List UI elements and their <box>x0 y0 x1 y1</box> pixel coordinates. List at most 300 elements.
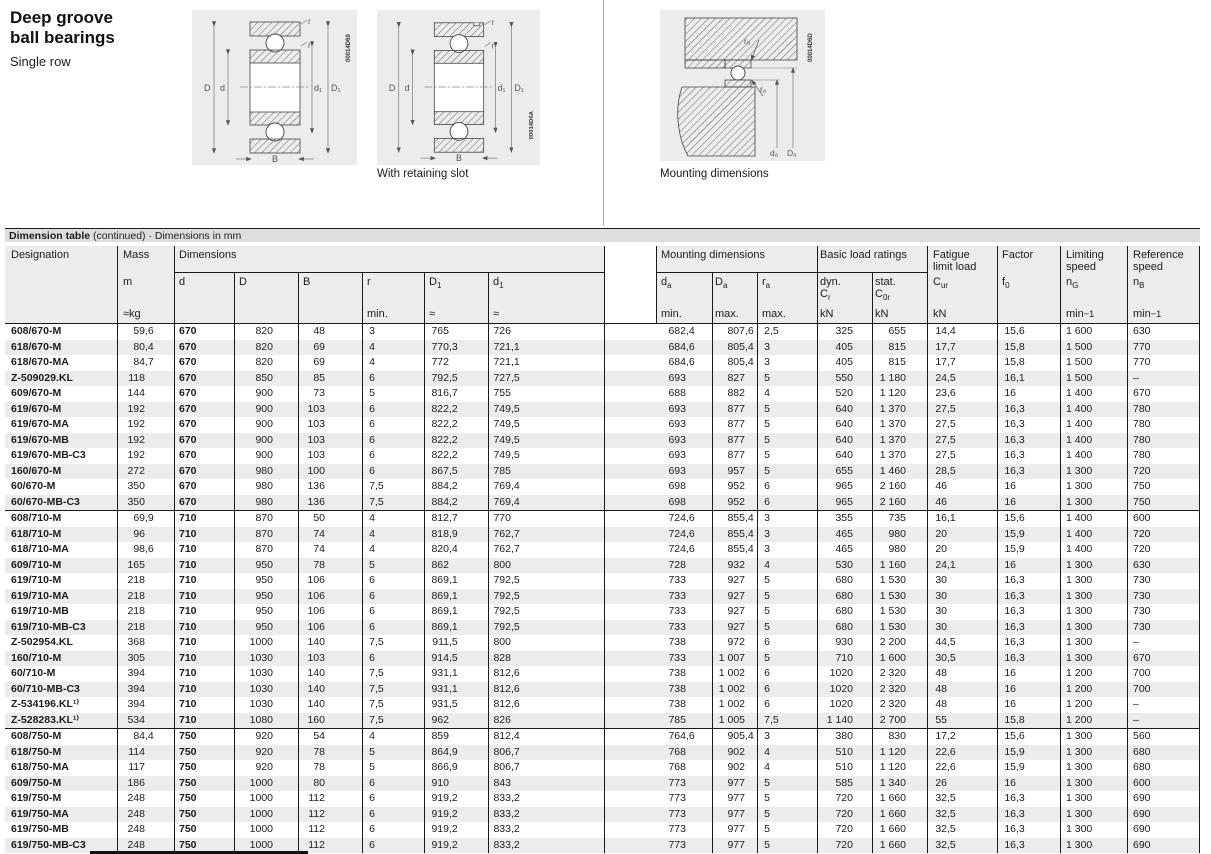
cell-Cr: 720 <box>817 791 872 807</box>
cell-da: 733 <box>668 620 686 633</box>
cell-f0: 16,3 <box>997 791 1060 807</box>
cell-designation: 609/710-M <box>11 558 62 571</box>
cell-D: 900 <box>234 417 298 433</box>
cell-nB: 680 <box>1127 745 1200 761</box>
cell-D: 1000 <box>234 776 298 792</box>
cell-C0r: 1 600 <box>872 651 927 667</box>
cell-r: 7,5 <box>362 682 424 698</box>
cell-nB: 700 <box>1127 666 1200 682</box>
cell-C0r: 1 120 <box>872 386 927 402</box>
cell-d: 750 <box>174 791 234 807</box>
cell-r: 7,5 <box>362 713 424 729</box>
cell-B: 103 <box>298 433 362 449</box>
table-row <box>5 527 1200 543</box>
symbol-Da: $D_a$ <box>712 273 757 303</box>
spacer-cell <box>604 838 656 854</box>
unit-C0r: kN <box>872 303 927 323</box>
cell-D: 820 <box>234 324 298 340</box>
cell-da: 693 <box>668 402 686 415</box>
unit-Cr: kN <box>817 303 872 323</box>
cell-ra: 5 <box>757 448 817 464</box>
cell-r: 6 <box>362 402 424 418</box>
cell-nG: 1 400 <box>1060 448 1127 464</box>
cell-C0r: 1 660 <box>872 838 927 854</box>
cell-d: 670 <box>174 340 234 356</box>
cell-d: 670 <box>174 324 234 340</box>
cell-f0: 15,8 <box>997 340 1060 356</box>
spacer-cell <box>604 604 656 620</box>
cell-Cr: 710 <box>817 651 872 667</box>
cell-Da: 827 <box>712 371 757 387</box>
cell-f0: 16 <box>997 495 1060 511</box>
cell-B: 78 <box>298 558 362 574</box>
cell-d1: 769,4 <box>488 479 604 495</box>
spacer-cell <box>604 324 656 340</box>
cell-B: 69 <box>298 340 362 356</box>
cell-mass: 394 <box>117 666 174 682</box>
cell-r: 7,5 <box>362 635 424 651</box>
cell-D: 1000 <box>234 807 298 823</box>
cell-nB: 770 <box>1127 355 1200 371</box>
cell-Cr: 405 <box>817 340 872 356</box>
cell-designation: 60/710-M <box>11 667 56 679</box>
cell-d: 750 <box>174 745 234 761</box>
cell-Cr: 680 <box>817 604 872 620</box>
cell-d: 670 <box>174 355 234 371</box>
cell-f0: 15,9 <box>997 745 1060 761</box>
cell-f0: 16 <box>997 697 1060 713</box>
cell-f0: 16,3 <box>997 433 1060 449</box>
cell-D1: 884,2 <box>424 479 488 495</box>
cell-f0: 16 <box>997 479 1060 495</box>
col-header-fatigue-limit-load: Fatigue limit load <box>927 246 997 273</box>
cell-designation: 618/710-M <box>11 527 62 540</box>
cell-r: 5 <box>362 386 424 402</box>
cell-d1: 721,1 <box>488 355 604 371</box>
cell-d: 710 <box>174 635 234 651</box>
cell-da: 688 <box>668 387 686 399</box>
col-header-reference-speed: Reference speed <box>1127 246 1200 273</box>
cell-da: 733 <box>668 574 686 586</box>
cell-nG: 1 300 <box>1060 495 1127 511</box>
cell-da: 738 <box>668 636 686 648</box>
cell-D1: 919,2 <box>424 838 488 854</box>
cell-C0r: 1 460 <box>872 464 927 480</box>
cell-nB: 780 <box>1127 417 1200 433</box>
cell-nG: 1 300 <box>1060 776 1127 792</box>
cell-Cur: 17,2 <box>927 729 997 745</box>
cell-d1: 749,5 <box>488 433 604 449</box>
cell-d: 670 <box>174 402 234 418</box>
cell-Da: 977 <box>712 822 757 838</box>
cell-Cur: 46 <box>927 479 997 495</box>
cell-C0r: 2 320 <box>872 697 927 713</box>
symbol-Cur: $C_{ur}$ <box>927 273 997 303</box>
vertical-divider <box>603 0 604 226</box>
cell-d1: 721,1 <box>488 340 604 356</box>
cell-nB: 770 <box>1127 340 1200 356</box>
unit-mass: ≈kg <box>117 303 174 323</box>
cell-da: 738 <box>668 682 686 695</box>
cell-C0r: 2 320 <box>872 682 927 698</box>
spacer-cell <box>604 822 656 838</box>
col-group-dimensions: Dimensions <box>174 246 604 273</box>
cell-nG: 1 500 <box>1060 371 1127 387</box>
cell-C0r: 1 660 <box>872 791 927 807</box>
cell-Cr: 530 <box>817 558 872 574</box>
cell-mass: 117 <box>117 760 174 776</box>
cell-nB: 730 <box>1127 573 1200 589</box>
unit-ra: max. <box>757 303 817 323</box>
table-row <box>5 479 1200 495</box>
cell-Da: 877 <box>712 448 757 464</box>
cell-da: 693 <box>668 433 686 446</box>
cell-d: 670 <box>174 448 234 464</box>
cell-nB: 630 <box>1127 558 1200 574</box>
cell-Cur: 16,1 <box>927 511 997 527</box>
cell-nB: 670 <box>1127 386 1200 402</box>
cell-nB: 730 <box>1127 604 1200 620</box>
cell-Cur: 17,7 <box>927 355 997 371</box>
cell-mass: 118 <box>117 371 174 387</box>
page-title-line2: ball bearings <box>10 28 115 47</box>
cell-D: 920 <box>234 745 298 761</box>
cell-d: 710 <box>174 666 234 682</box>
cell-B: 112 <box>298 791 362 807</box>
cell-B: 112 <box>298 807 362 823</box>
cell-f0: 16,3 <box>997 402 1060 418</box>
cell-mass: 192 <box>117 448 174 464</box>
cell-nB: 690 <box>1127 822 1200 838</box>
cell-Da: 877 <box>712 433 757 449</box>
cell-D1: 869,1 <box>424 573 488 589</box>
dim-label-d: d <box>220 83 226 93</box>
cell-d: 710 <box>174 511 234 527</box>
cell-nG: 1 300 <box>1060 479 1127 495</box>
cell-Cr: 930 <box>817 635 872 651</box>
cell-B: 80 <box>298 776 362 792</box>
cell-designation: 609/750-M <box>11 776 62 789</box>
cell-D1: 822,2 <box>424 448 488 464</box>
cell-B: 54 <box>298 729 362 745</box>
cell-da: 773 <box>668 807 686 820</box>
cell-nG: 1 200 <box>1060 713 1127 729</box>
cell-nB: 600 <box>1127 776 1200 792</box>
cell-B: 136 <box>298 479 362 495</box>
cell-B: 100 <box>298 464 362 480</box>
cell-ra: 5 <box>757 822 817 838</box>
cell-nB: 730 <box>1127 589 1200 605</box>
cell-r: 5 <box>362 760 424 776</box>
cell-f0: 15,9 <box>997 760 1060 776</box>
table-row <box>5 558 1200 574</box>
cell-C0r: 1 370 <box>872 448 927 464</box>
spacer-cell <box>604 386 656 402</box>
table-title-bar <box>5 228 1200 242</box>
cell-r: 3 <box>362 324 424 340</box>
cell-C0r: 2 700 <box>872 713 927 729</box>
cell-B: 140 <box>298 697 362 713</box>
cell-ra: 5 <box>757 589 817 605</box>
cell-D: 1000 <box>234 635 298 651</box>
cell-d: 670 <box>174 386 234 402</box>
cell-Cur: 44,5 <box>927 635 997 651</box>
cell-C0r: 980 <box>872 527 927 543</box>
cell-C0r: 815 <box>872 355 927 371</box>
cell-Da: 1 007 <box>712 651 757 667</box>
spacer-cell <box>604 371 656 387</box>
cell-designation: 619/670-M <box>11 402 62 415</box>
cell-D1: 869,1 <box>424 604 488 620</box>
cell-Da: 1 002 <box>712 682 757 698</box>
unit-D1: ≈ <box>424 303 488 323</box>
cell-d1: 749,5 <box>488 417 604 433</box>
cell-C0r: 1 530 <box>872 573 927 589</box>
cell-ra: 5 <box>757 776 817 792</box>
cell-ra: 5 <box>757 807 817 823</box>
cell-d: 670 <box>174 371 234 387</box>
table-title: Dimension table <box>9 230 91 242</box>
cell-ra: 5 <box>757 791 817 807</box>
cell-D: 1080 <box>234 713 298 729</box>
cell-designation: 618/670-MA <box>11 356 69 368</box>
cell-d1: 769,4 <box>488 495 604 511</box>
cell-Da: 1 005 <box>712 713 757 729</box>
table-group <box>5 510 1200 728</box>
cell-f0: 16 <box>997 682 1060 698</box>
cell-da: 768 <box>668 745 686 758</box>
cell-nG: 1 200 <box>1060 697 1127 713</box>
spacer-cell <box>604 589 656 605</box>
cell-Cr: 1020 <box>817 682 872 698</box>
cell-d: 710 <box>174 542 234 558</box>
cell-mass: 218 <box>117 620 174 636</box>
dim-label-Da: Dₐ <box>787 148 797 158</box>
table-row <box>5 745 1200 761</box>
dim-label-D: D <box>388 82 396 93</box>
mounting-dimensions-figure <box>660 10 825 161</box>
cell-D: 870 <box>234 527 298 543</box>
symbol-D: D <box>234 273 298 303</box>
spacer-cell <box>604 760 656 776</box>
cell-ra: 5 <box>757 651 817 667</box>
cell-mass: 248 <box>117 822 174 838</box>
cell-nG: 1 200 <box>1060 682 1127 698</box>
cell-da: 773 <box>668 838 686 851</box>
cell-Da: 855,4 <box>712 511 757 527</box>
cell-f0: 16 <box>997 386 1060 402</box>
cell-r: 6 <box>362 573 424 589</box>
unit-Da: max. <box>712 303 757 323</box>
cell-nB: 690 <box>1127 838 1200 854</box>
cell-da: 785 <box>668 713 686 726</box>
cell-nB: 680 <box>1127 760 1200 776</box>
cell-C0r: 1 660 <box>872 822 927 838</box>
table-row <box>5 589 1200 605</box>
cell-d1: 806,7 <box>488 745 604 761</box>
cell-r: 6 <box>362 417 424 433</box>
cell-B: 48 <box>298 324 362 340</box>
cell-f0: 16,3 <box>997 589 1060 605</box>
spacer-cell <box>604 682 656 698</box>
spacer-cell <box>604 666 656 682</box>
cell-nG: 1 300 <box>1060 822 1127 838</box>
cell-f0: 16,1 <box>997 371 1060 387</box>
table-row <box>5 776 1200 792</box>
cell-Cr: 405 <box>817 355 872 371</box>
cell-f0: 16,3 <box>997 651 1060 667</box>
cell-d1: 812,6 <box>488 697 604 713</box>
cell-d1: 792,5 <box>488 604 604 620</box>
table-row <box>5 433 1200 449</box>
cell-D: 950 <box>234 558 298 574</box>
cell-ra: 3 <box>757 729 817 745</box>
spacer-cell <box>604 651 656 667</box>
dim-label-d: d <box>404 82 410 93</box>
cell-designation: Z-528283.KL¹⁾ <box>11 713 79 726</box>
cell-d1: 833,2 <box>488 791 604 807</box>
cell-d1: 726 <box>488 324 604 340</box>
cell-B: 140 <box>298 666 362 682</box>
cell-nG: 1 400 <box>1060 527 1127 543</box>
cell-ra: 4 <box>757 386 817 402</box>
cell-B: 74 <box>298 542 362 558</box>
cell-Cr: 325 <box>817 324 872 340</box>
cell-Da: 905,4 <box>712 729 757 745</box>
cell-B: 140 <box>298 635 362 651</box>
cell-Da: 807,6 <box>712 324 757 340</box>
cell-ra: 4 <box>757 745 817 761</box>
cell-Cr: 1020 <box>817 666 872 682</box>
cell-C0r: 655 <box>872 324 927 340</box>
cell-D: 950 <box>234 620 298 636</box>
cell-Cur: 30 <box>927 620 997 636</box>
cell-r: 7,5 <box>362 666 424 682</box>
cell-ra: 5 <box>757 371 817 387</box>
cell-nG: 1 300 <box>1060 807 1127 823</box>
cell-r: 6 <box>362 776 424 792</box>
spacer-cell <box>604 448 656 464</box>
cell-d1: 812,4 <box>488 729 604 745</box>
cell-da: 684,6 <box>668 340 695 353</box>
cell-f0: 16,3 <box>997 838 1060 854</box>
cell-nB: 780 <box>1127 433 1200 449</box>
cell-nB: – <box>1127 713 1200 729</box>
cell-C0r: 1 370 <box>872 433 927 449</box>
cell-nB: – <box>1127 697 1200 713</box>
cell-Cr: 380 <box>817 729 872 745</box>
cell-nB: 730 <box>1127 620 1200 636</box>
cell-ra: 5 <box>757 464 817 480</box>
cell-d1: 762,7 <box>488 527 604 543</box>
cell-r: 7,5 <box>362 495 424 511</box>
table-row <box>5 371 1200 387</box>
cell-Da: 805,4 <box>712 340 757 356</box>
cell-da: 698 <box>668 480 686 492</box>
symbol-d1: $d_1$ <box>488 273 604 303</box>
cell-C0r: 1 120 <box>872 760 927 776</box>
cell-Cur: 55 <box>927 713 997 729</box>
cell-Cur: 28,5 <box>927 464 997 480</box>
cell-nG: 1 300 <box>1060 760 1127 776</box>
cell-f0: 16,3 <box>997 635 1060 651</box>
cell-Cur: 27,5 <box>927 433 997 449</box>
cell-designation: Z-509029.KL <box>11 371 73 384</box>
cell-B: 78 <box>298 745 362 761</box>
cell-Cur: 14,4 <box>927 324 997 340</box>
spacer-cell <box>604 340 656 356</box>
cell-C0r: 2 200 <box>872 635 927 651</box>
cell-Cur: 27,5 <box>927 402 997 418</box>
cell-B: 106 <box>298 604 362 620</box>
cell-D1: 867,5 <box>424 464 488 480</box>
cell-B: 103 <box>298 402 362 418</box>
cell-f0: 16,3 <box>997 448 1060 464</box>
spacer-cell <box>604 776 656 792</box>
cell-Cr: 640 <box>817 448 872 464</box>
cell-nB: – <box>1127 371 1200 387</box>
cell-designation: 619/750-MB-C3 <box>11 838 86 851</box>
cell-D1: 919,2 <box>424 822 488 838</box>
cell-d: 670 <box>174 464 234 480</box>
cell-d1: 843 <box>488 776 604 792</box>
cell-D: 1030 <box>234 651 298 667</box>
cell-da: 733 <box>668 589 686 602</box>
cell-f0: 15,9 <box>997 527 1060 543</box>
spacer-cell <box>604 791 656 807</box>
cell-Cur: 27,5 <box>927 448 997 464</box>
table-body <box>5 324 1200 853</box>
unit-d1: ≈ <box>488 303 604 323</box>
cell-f0: 16,3 <box>997 807 1060 823</box>
cell-r: 6 <box>362 604 424 620</box>
cell-D: 920 <box>234 729 298 745</box>
cell-mass: 80,4 <box>117 340 174 356</box>
cell-D: 820 <box>234 355 298 371</box>
cell-D: 1030 <box>234 697 298 713</box>
cell-Da: 952 <box>712 495 757 511</box>
cell-nG: 1 300 <box>1060 791 1127 807</box>
cell-B: 69 <box>298 355 362 371</box>
cell-D1: 818,9 <box>424 527 488 543</box>
cell-da: 773 <box>668 823 686 835</box>
cell-designation: Z-534196.KL¹⁾ <box>11 698 79 710</box>
table-row <box>5 402 1200 418</box>
cell-da: 728 <box>668 558 686 571</box>
cell-designation: 619/710-MB-C3 <box>11 620 86 633</box>
cell-d1: 826 <box>488 713 604 729</box>
cell-da: 768 <box>668 761 686 773</box>
cell-f0: 16,3 <box>997 573 1060 589</box>
cell-da: 773 <box>668 792 686 804</box>
cell-designation: 618/670-M <box>11 340 62 353</box>
cell-B: 103 <box>298 651 362 667</box>
cell-ra: 3 <box>757 511 817 527</box>
cell-C0r: 735 <box>872 511 927 527</box>
cell-D: 820 <box>234 340 298 356</box>
cell-r: 6 <box>362 371 424 387</box>
cell-Cr: 965 <box>817 495 872 511</box>
cell-Cur: 23,6 <box>927 386 997 402</box>
cell-f0: 16,3 <box>997 822 1060 838</box>
bearing-retaining-slot-figure <box>377 10 540 165</box>
cell-designation: 60/710-MB-C3 <box>11 682 80 695</box>
cell-nG: 1 300 <box>1060 464 1127 480</box>
cell-ra: 7,5 <box>757 713 817 729</box>
spacer-cell <box>604 620 656 636</box>
cell-d1: 727,5 <box>488 371 604 387</box>
cell-C0r: 980 <box>872 542 927 558</box>
